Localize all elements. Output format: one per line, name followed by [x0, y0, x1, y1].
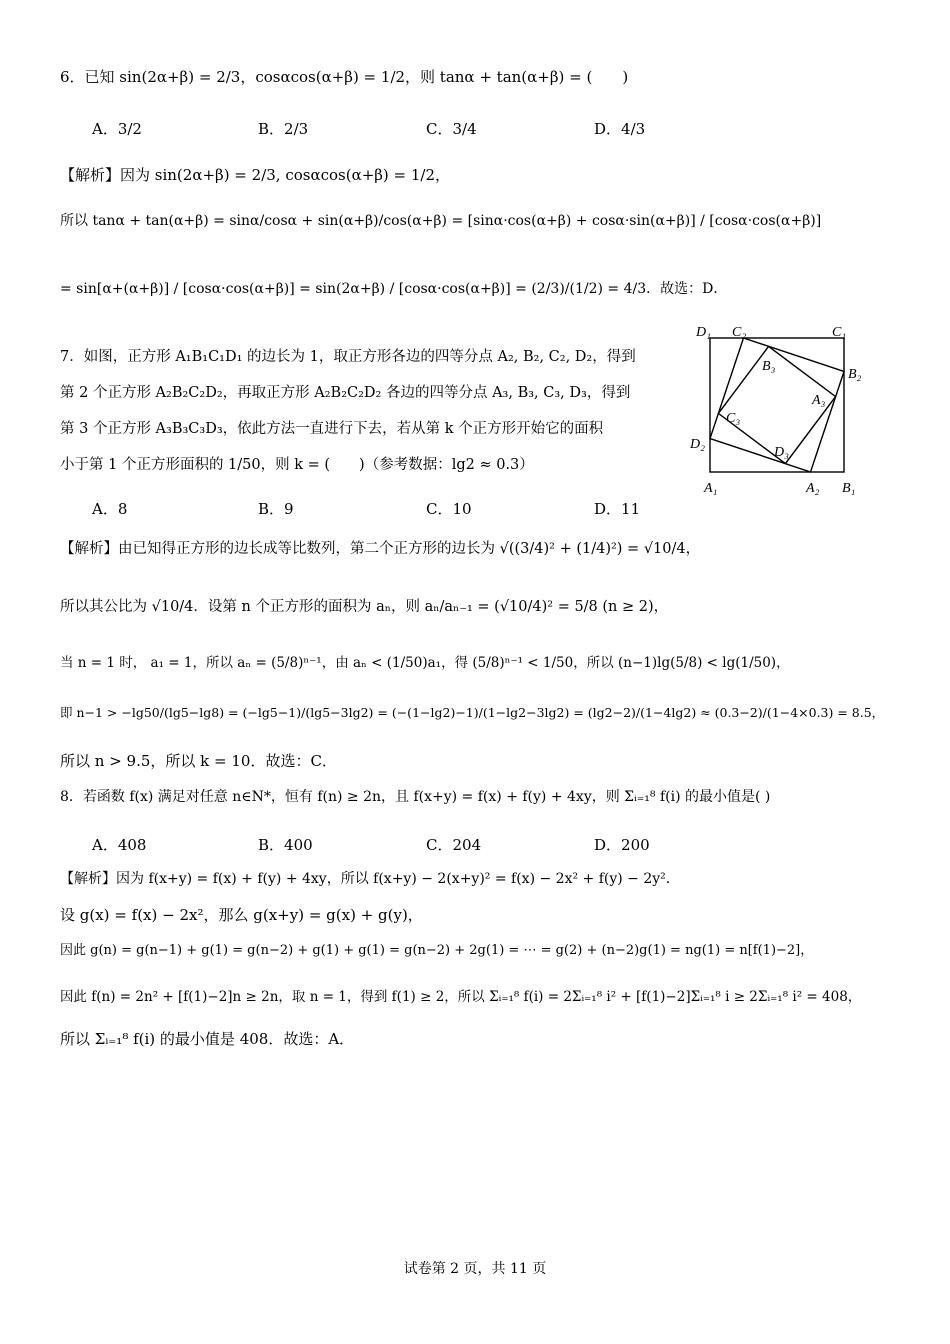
- q8-solution-line-2: 设 g(x) = f(x) − 2x²，那么 g(x+y) = g(x) + g(y)，: [60, 906, 423, 924]
- q7-solution-line-5: 所以 n > 9.5，所以 k = 10．故选：C．: [60, 752, 337, 770]
- q6-option-c: C．3/4: [426, 120, 477, 138]
- q7-solution-line-1: 【解析】由已知得正方形的边长成等比数列，第二个正方形的边长为 √((3/4)² + (1/4)²) = √10/4，: [60, 541, 701, 557]
- q6-option-a: A．3/2: [92, 120, 142, 138]
- q8-solution-line-1: 【解析】因为 f(x+y) = f(x) + f(y) + 4xy，所以 f(x+y) − 2(x+y)² = f(x) − 2x² + f(y) − 2y²．: [60, 871, 680, 887]
- label-d1: D₁: [696, 325, 711, 340]
- q8-solution-line-4: 因此 f(n) = 2n² + [f(1)−2]n ≥ 2n，取 n = 1，得到 f(1) ≥ 2，所以 Σᵢ₌₁⁸ f(i) = 2Σᵢ₌₁⁸ i² + [f(1)−2]Σᵢ₌₁⁸ i ≥ 2Σᵢ₌₁⁸ i² = 408，: [60, 989, 862, 1005]
- q7-solution-line-3: 当 n = 1 时， a₁ = 1，所以 aₙ = (5/8)ⁿ⁻¹，由 aₙ < (1/50)a₁，得 (5/8)ⁿ⁻¹ < 1/50，所以 (n−1)lg(5/8) < lg(1/50)，: [60, 655, 790, 671]
- q7-option-b: B．9: [258, 500, 294, 518]
- q7-stem-line-3: 第 3 个正方形 A₃B₃C₃D₃，依此方法一直进行下去，若从第 k 个正方形开始它的面积: [60, 421, 604, 437]
- label-b1: B₁: [842, 481, 856, 496]
- q8-stem: 8．若函数 f(x) 满足对任意 n∈N*，恒有 f(n) ≥ 2n，且 f(x+y) = f(x) + f(y) + 4xy，则 Σᵢ₌₁⁸ f(i) 的最小值是( ): [60, 789, 771, 805]
- label-b3: B₃: [762, 359, 776, 374]
- q8-option-d: D．200: [594, 836, 650, 854]
- q7-stem-line-4: 小于第 1 个正方形面积的 1/50，则 k = ( )（参考数据：lg2 ≈ 0.3）: [60, 457, 534, 473]
- label-a3: A₃: [812, 393, 826, 408]
- q7-option-c: C．10: [426, 500, 472, 518]
- q6-solution-line-1: 【解析】因为 sin(2α+β) = 2/3, cosαcos(α+β) = 1/2，: [60, 166, 451, 184]
- page-footer: 试卷第 2 页，共 11 页: [403, 1261, 547, 1277]
- label-d2: D₂: [690, 437, 705, 452]
- label-d3: D₃: [774, 445, 789, 460]
- q6-solution-line-3: = sin[α+(α+β)] / [cosα·cos(α+β)] = sin(2α+β) / [cosα·cos(α+β)] = (2/3)/(1/2) = 4/3．故选：D．: [60, 281, 728, 297]
- q8-option-b: B．400: [258, 836, 313, 854]
- label-a2: A₂: [806, 481, 820, 496]
- q6-option-b: B．2/3: [258, 120, 309, 138]
- label-c3: C₃: [726, 411, 741, 426]
- q7-option-a: A．8: [92, 500, 128, 518]
- q7-stem-line-2: 第 2 个正方形 A₂B₂C₂D₂，再取正方形 A₂B₂C₂D₂ 各边的四等分点 A₃, B₃, C₃, D₃，得到: [60, 385, 631, 401]
- nested-squares-figure: [690, 322, 870, 502]
- label-c2: C₂: [732, 325, 747, 340]
- q6-solution-line-2: 所以 tanα + tan(α+β) = sinα/cosα + sin(α+β)/cos(α+β) = [sinα·cos(α+β) + cosα·sin(α+β)] / [cosα·cos(α+β)]: [60, 213, 822, 229]
- q7-stem-line-1: 7．如图，正方形 A₁B₁C₁D₁ 的边长为 1，取正方形各边的四等分点 A₂, B₂, C₂, D₂，得到: [60, 349, 636, 365]
- q6-stem: 6．已知 sin(2α+β) = 2/3，cosαcos(α+β) = 1/2，则 tanα + tan(α+β) = ( ): [60, 68, 629, 86]
- q6-option-d: D．4/3: [594, 120, 646, 138]
- label-b2: B₂: [848, 367, 862, 382]
- q7-solution-line-2: 所以其公比为 √10/4．设第 n 个正方形的面积为 aₙ，则 aₙ/aₙ₋₁ = (√10/4)² = 5/8 (n ≥ 2)，: [60, 599, 669, 615]
- q8-option-a: A．408: [92, 836, 147, 854]
- q8-solution-line-5: 所以 Σᵢ₌₁⁸ f(i) 的最小值是 408．故选：A．: [60, 1030, 355, 1048]
- q7-solution-line-4: 即 n−1 > −lg50/(lg5−lg8) = (−lg5−1)/(lg5−3lg2) = (−(1−lg2)−1)/(1−lg2−3lg2) = (lg2−2)/(1−4lg2) ≈ (0.3−2)/(1−4×0.3) = 8.5，: [60, 705, 885, 720]
- label-c1: C₁: [832, 325, 847, 340]
- label-a1: A₁: [704, 481, 718, 496]
- q8-solution-line-3: 因此 g(n) = g(n−1) + g(1) = g(n−2) + g(1) + g(1) = g(n−2) + 2g(1) = ⋯ = g(2) + (n−2)g(1) = ng(1) = n[f(1)−2]，: [60, 943, 814, 958]
- q8-option-c: C．204: [426, 836, 482, 854]
- q7-option-d: D．11: [594, 500, 641, 518]
